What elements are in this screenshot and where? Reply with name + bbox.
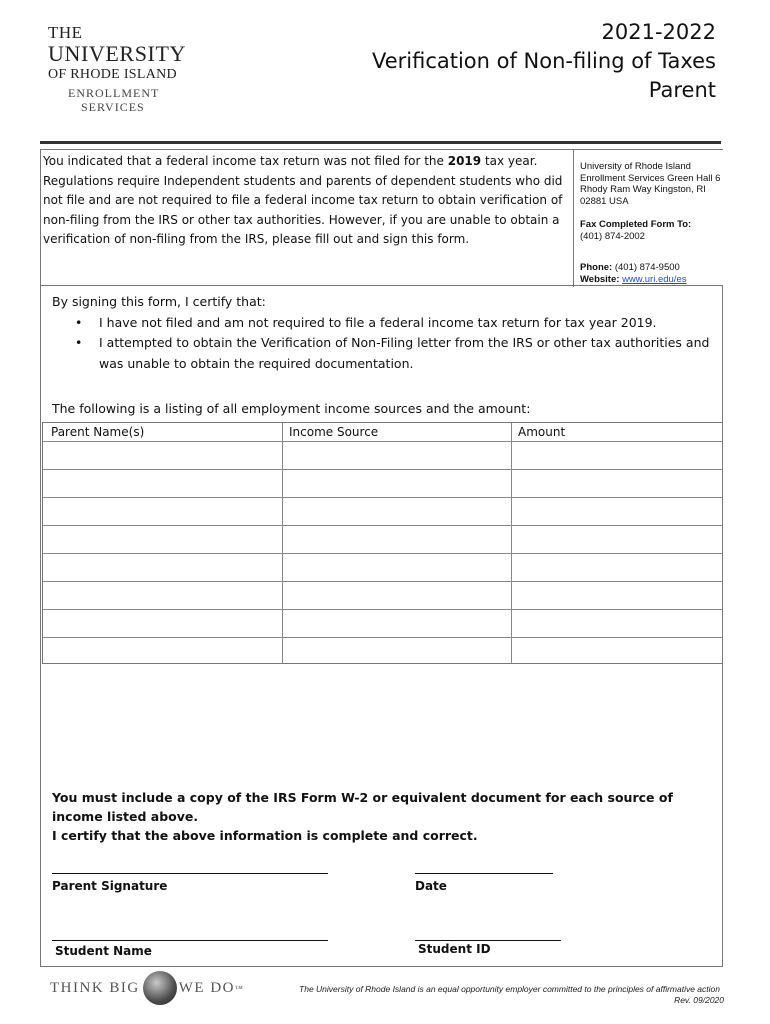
certification-item-text: I have not filed and am not required to file a federal income tax return for tax year 2019. (99, 314, 657, 330)
phone-line (580, 262, 724, 274)
certification-item (52, 333, 712, 374)
uri-logo (48, 24, 188, 114)
income-table (42, 422, 723, 664)
student-id-line[interactable] (415, 940, 561, 941)
contact-address: University of Rhode Island Enrollment Services Green Hall 6 Rhody Ram Way Kingston, RI 02881 USA (580, 161, 721, 207)
fax-number: (401) 874-2002 (580, 230, 645, 242)
logo-line-university: UNIVERSITY (48, 41, 186, 66)
equal-opportunity-statement: The University of Rhode Island is an equal opportunity employer committed to the principles of affirmative action (299, 984, 720, 994)
employment-intro: The following is a listing of all employment income sources and the amount: (52, 401, 531, 416)
logo-line-enrollment: ENROLLMENT (68, 86, 160, 100)
column-divider (511, 423, 512, 663)
student-id-label: Student ID (418, 942, 491, 956)
certify-statement: I certify that the above information is complete and correct. (52, 828, 478, 843)
w2-requirement: You must include a copy of the IRS Form W-2 or equivalent document for each source of income listed above. (52, 790, 673, 824)
bullet-icon: • (75, 335, 83, 350)
trademark-mark: ™ (235, 983, 245, 993)
certification-section (52, 292, 712, 374)
revision-date: Rev. 09/2020 (674, 995, 724, 1005)
fax-label: Fax Completed Form To: (580, 219, 692, 230)
contact-panel (573, 150, 724, 287)
logo-line-rhode-island: OF RHODE ISLAND (48, 67, 177, 82)
tagline-we-do: WE DO (178, 979, 235, 996)
phone-number: (401) 874-9500 (612, 262, 680, 273)
row-divider (43, 497, 722, 498)
academic-year: 2021-2022 (601, 20, 716, 44)
globe-icon (143, 971, 177, 1005)
row-divider (43, 637, 722, 638)
certification-intro: By signing this form, I certify that: (52, 294, 266, 309)
website-label: Website: (580, 273, 620, 285)
form-subtitle: Parent (648, 78, 716, 102)
parent-signature-label: Parent Signature (52, 879, 168, 893)
intro-text-start: You indicated that a federal income tax return was not filed for the (43, 154, 448, 168)
certification-item-text: I attempted to obtain the Verification of Non-Filing letter from the IRS or other tax authorities and was unable to obtain the required documentation. (99, 335, 710, 371)
logo-line-the: THE (48, 23, 83, 42)
column-header-income-source: Income Source (289, 425, 379, 439)
student-name-line[interactable] (52, 940, 328, 941)
column-header-amount: Amount (518, 425, 566, 439)
header-divider (40, 141, 721, 144)
intro-tax-year: 2019 (447, 154, 482, 168)
row-divider (43, 553, 722, 554)
row-divider (43, 525, 722, 526)
intro-paragraph (43, 152, 563, 250)
intro-box (40, 149, 723, 286)
website-line (580, 274, 724, 286)
certification-list (52, 313, 712, 375)
row-divider (43, 609, 722, 610)
student-name-label: Student Name (55, 944, 152, 958)
tagline-think-big: THINK BIG (50, 979, 140, 996)
w2-notice (52, 788, 712, 845)
logo-line-services: SERVICES (81, 100, 145, 114)
certification-item (52, 313, 712, 334)
website-link[interactable]: www.uri.edu/es (622, 273, 687, 285)
think-big-we-do-logo (50, 972, 244, 1004)
phone-label: Phone: (580, 262, 613, 273)
column-divider (282, 423, 283, 663)
header-row-divider (43, 441, 722, 442)
document-title (372, 18, 716, 105)
column-header-parent-names: Parent Name(s) (51, 425, 145, 439)
row-divider (43, 469, 722, 470)
form-title: Verification of Non-filing of Taxes (371, 49, 716, 73)
bullet-icon: • (75, 314, 83, 330)
row-divider (43, 581, 722, 582)
intro-text-end: tax year. Regulations require Independent students and parents of dependent students who did not file and are not required to file a federal income tax return to obtain verification of non-filing from the IRS or other tax authorities. However, if you are unable to obtain a verification of non-filing from the IRS, please fill out and sign this form. (43, 154, 563, 246)
date-line[interactable] (415, 873, 553, 874)
date-label: Date (415, 879, 447, 893)
parent-signature-line[interactable] (52, 873, 328, 874)
